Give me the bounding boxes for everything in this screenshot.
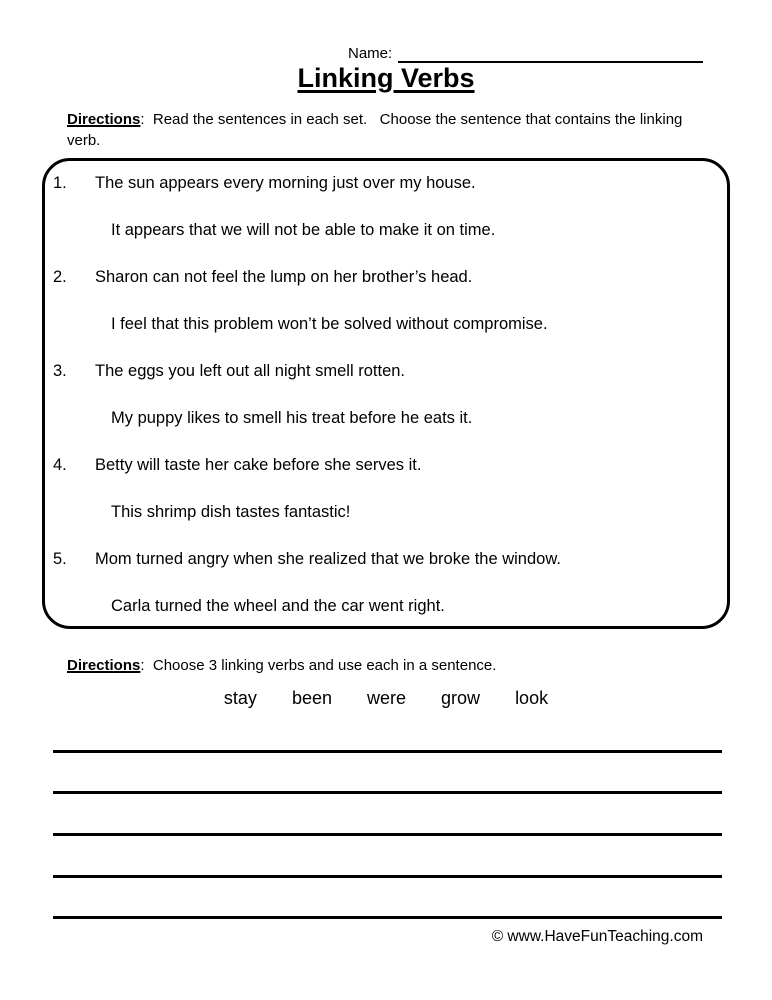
directions-1-text: : Read the sentences in each set. Choose the sentence that contains the linking verb.: [67, 111, 687, 149]
writing-line: [53, 875, 722, 878]
word-bank-item: been: [291, 688, 332, 708]
sentence-b: Carla turned the wheel and the car went right.: [111, 597, 445, 615]
sentence-number: 5.: [53, 550, 67, 568]
sentence-b: My puppy likes to smell his treat before he eats it.: [111, 409, 473, 427]
sentence-pair: [45, 361, 727, 455]
directions-2: [67, 655, 704, 676]
sentence-number: 4.: [53, 456, 67, 474]
word-bank-item: stay: [223, 688, 257, 708]
sentence-a: Sharon can not feel the lump on her brother’s head.: [95, 268, 473, 286]
sentence-row: [45, 408, 727, 455]
sentence-row: [45, 220, 727, 267]
sentence-pair: [45, 549, 727, 629]
sentence-a: The sun appears every morning just over my house.: [95, 174, 476, 192]
sentence-row: [45, 502, 727, 549]
word-bank: [0, 688, 772, 709]
name-label: Name:: [348, 45, 393, 62]
sentence-row: [45, 314, 727, 361]
word-bank-item: grow: [441, 688, 481, 708]
sentence-row: [45, 549, 727, 596]
sentence-a: Mom turned angry when she realized that we broke the window.: [95, 550, 561, 568]
sentence-b: I feel that this problem won’t be solved without compromise.: [111, 315, 548, 333]
sentence-row: [45, 173, 727, 220]
page-title-text: Linking Verbs: [297, 63, 475, 93]
sentence-a: Betty will taste her cake before she serves it.: [95, 456, 422, 474]
sentence-row: [45, 596, 727, 629]
sentence-pair: [45, 173, 727, 267]
directions-2-label: Directions: [67, 657, 141, 674]
directions-2-text: : Choose 3 linking verbs and use each in a sentence.: [140, 657, 497, 674]
writing-line: [53, 916, 722, 919]
sentence-box: [42, 158, 730, 629]
sentence-number: 1.: [53, 174, 67, 192]
sentence-row: [45, 455, 727, 502]
sentence-number: 2.: [53, 268, 67, 286]
sentence-b: This shrimp dish tastes fantastic!: [111, 503, 351, 521]
sentence-a: The eggs you left out all night smell rotten.: [95, 362, 406, 380]
name-blank-line: [398, 46, 703, 63]
sentence-pair: [45, 455, 727, 549]
footer-credit: © www.HaveFunTeaching.com: [491, 928, 703, 945]
page-title: [0, 62, 772, 94]
sentence-pair: [45, 267, 727, 361]
directions-1: [67, 109, 704, 151]
sentence-b: It appears that we will not be able to make it on time.: [111, 221, 496, 239]
sentence-number: 3.: [53, 362, 67, 380]
sentence-row: [45, 361, 727, 408]
word-bank-item: look: [515, 688, 549, 708]
word-bank-item: were: [367, 688, 407, 708]
name-row: [348, 45, 703, 63]
writing-line: [53, 750, 722, 753]
writing-line: [53, 833, 722, 836]
writing-line: [53, 791, 722, 794]
directions-1-label: Directions: [67, 111, 141, 128]
sentence-row: [45, 267, 727, 314]
